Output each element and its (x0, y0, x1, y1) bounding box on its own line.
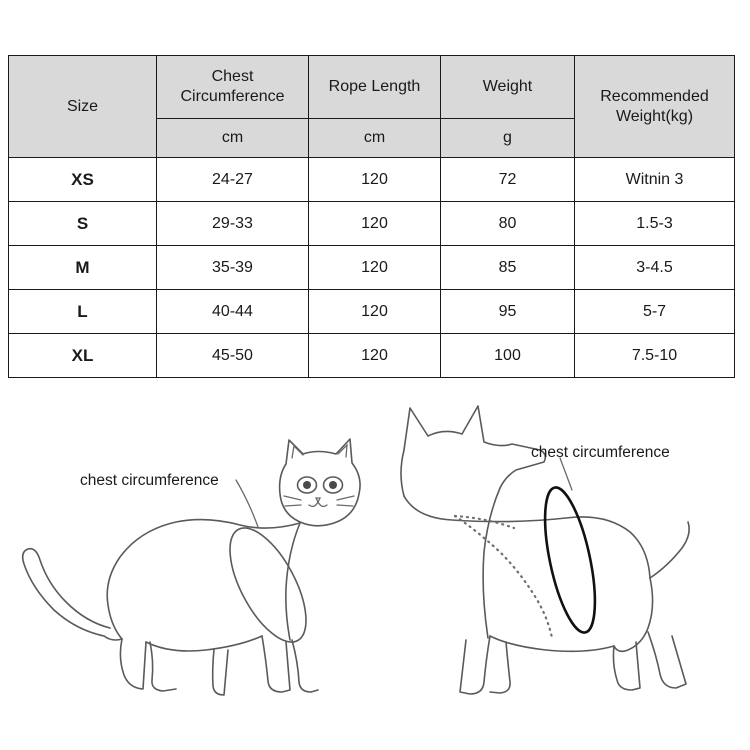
cell-recommended: 5-7 (575, 290, 735, 334)
size-table (8, 55, 735, 378)
cell-recommended: 3-4.5 (575, 246, 735, 290)
header-chest-circumference (157, 56, 309, 119)
cell-chest: 40-44 (157, 290, 309, 334)
cat-mouth-right (318, 502, 327, 506)
unit-weight: g (441, 119, 575, 158)
header-chest-line2: Circumference (180, 88, 285, 105)
cat-whisker-left-2 (285, 505, 301, 506)
size-table-container (8, 55, 734, 378)
cat-chest-circumference-label: chest circumference (80, 472, 219, 489)
table-row (9, 334, 735, 378)
table-row (9, 290, 735, 334)
cat-mouth-left (309, 502, 318, 506)
table-row (9, 246, 735, 290)
dog-hind-leg-2 (648, 632, 686, 688)
dog-label-leader-line (560, 458, 572, 490)
dog-chest-front-outline (483, 488, 500, 638)
cell-size: S (9, 202, 157, 246)
cell-size: L (9, 290, 157, 334)
cell-recommended: 7.5-10 (575, 334, 735, 378)
table-header-row-primary (9, 56, 735, 119)
cat-head-outline (280, 439, 360, 526)
header-size: Size (9, 56, 157, 158)
cell-weight: 72 (441, 158, 575, 202)
cat-whisker-left-1 (284, 496, 301, 500)
cat-front-leg-rear (213, 649, 228, 695)
cell-rope: 120 (309, 290, 441, 334)
dog-back-outline (404, 496, 650, 578)
cat-front-leg-far (292, 640, 318, 692)
cell-size: XS (9, 158, 157, 202)
dog-chest-circumference-ring (535, 483, 605, 636)
header-chest-line1: Chest (211, 68, 254, 85)
cat-back-outline (107, 520, 300, 639)
cell-chest: 45-50 (157, 334, 309, 378)
cell-weight: 85 (441, 246, 575, 290)
pet-measurement-illustrations (0, 392, 750, 732)
cat-label-leader-line (236, 480, 258, 527)
cat-whisker-right-2 (337, 505, 353, 506)
cat-chest-front-outline (286, 523, 300, 640)
header-recommended-line1: Recommended (600, 87, 709, 105)
cat-belly-outline (146, 636, 262, 651)
table-row (9, 202, 735, 246)
dog-front-leg-1 (460, 636, 490, 694)
dog-head-outline (404, 406, 545, 488)
cell-size: XL (9, 334, 157, 378)
header-recommended-line2: Weight(kg) (615, 107, 694, 125)
unit-rope: cm (309, 119, 441, 158)
cell-chest: 35-39 (157, 246, 309, 290)
cell-rope: 120 (309, 246, 441, 290)
header-recommended-weight (575, 56, 735, 158)
cat-chest-circumference-band (215, 517, 322, 654)
dog-rear-haunch (614, 578, 653, 651)
cell-rope: 120 (309, 334, 441, 378)
cell-chest: 24-27 (157, 158, 309, 202)
cell-rope: 120 (309, 158, 441, 202)
header-rope-length: Rope Length (309, 56, 441, 119)
cell-weight: 80 (441, 202, 575, 246)
dog-belly-outline (490, 636, 614, 651)
cat-pupil-right (329, 481, 337, 489)
dog-neck-back (401, 450, 404, 496)
cat-tail (23, 549, 110, 636)
cat-whisker-right-1 (337, 496, 354, 500)
cell-recommended: Witnin 3 (575, 158, 735, 202)
header-weight: Weight (441, 56, 575, 119)
cell-weight: 95 (441, 290, 575, 334)
cell-rope: 120 (309, 202, 441, 246)
cat-pupil-left (303, 481, 311, 489)
table-row (9, 158, 735, 202)
unit-chest: cm (157, 119, 309, 158)
cat-front-leg-front (262, 636, 290, 692)
dog-tail (650, 522, 689, 578)
cell-weight: 100 (441, 334, 575, 378)
cell-chest: 29-33 (157, 202, 309, 246)
cat-rear-leg-back (120, 639, 146, 689)
dog-measure-guide-dotted (455, 516, 552, 638)
illustration-area (0, 392, 750, 732)
cell-size: M (9, 246, 157, 290)
dog-chest-circumference-label: chest circumference (531, 444, 670, 461)
cell-recommended: 1.5-3 (575, 202, 735, 246)
dog-front-leg-2 (490, 642, 510, 693)
